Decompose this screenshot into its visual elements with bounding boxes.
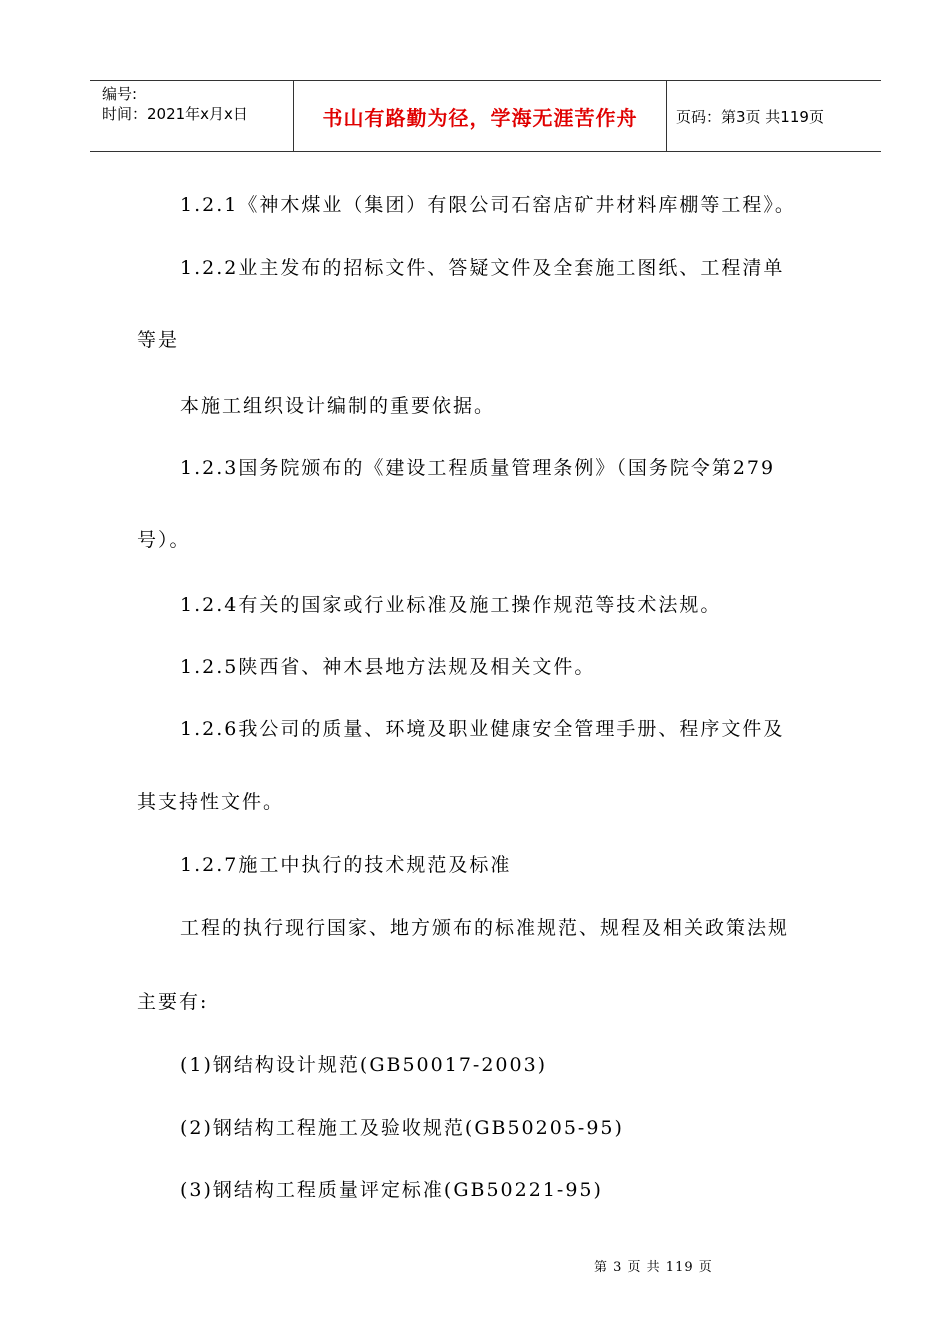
header-motto-cell xyxy=(293,81,667,151)
page-header xyxy=(90,80,881,152)
body-line: 1.2.2业主发布的招标文件、答疑文件及全套施工图纸、工程清单 xyxy=(180,257,785,279)
body-line: 等是 xyxy=(137,329,180,351)
body-line: 1.2.1《神木煤业（集团）有限公司石窑店矿井材料库棚等工程》。 xyxy=(180,194,796,216)
header-meta xyxy=(90,81,293,151)
body-line: 1.2.7施工中执行的技术规范及标准 xyxy=(180,854,512,876)
body-line: 1.2.5陕西省、神木县地方法规及相关文件。 xyxy=(180,656,596,678)
header-page-cell xyxy=(666,81,881,151)
header-number-label: 编号: xyxy=(102,85,138,103)
header-date-label: 时间：2021年x月x日 xyxy=(102,105,248,123)
body-line: (2)钢结构工程施工及验收规范(GB50205-95) xyxy=(180,1117,624,1139)
header-motto: 书山有路勤为径，学海无涯苦作舟 xyxy=(322,105,638,130)
body-line: 号）。 xyxy=(137,529,191,551)
body-line: 1.2.6我公司的质量、环境及职业健康安全管理手册、程序文件及 xyxy=(180,718,785,740)
body-line: 1.2.4有关的国家或行业标准及施工操作规范等技术法规。 xyxy=(180,594,722,616)
body-line: (3)钢结构工程质量评定标准(GB50221-95) xyxy=(180,1179,603,1201)
body-line: 工程的执行现行国家、地方颁布的标准规范、规程及相关政策法规 xyxy=(180,917,790,939)
page-footer: 第 3 页 共 119 页 xyxy=(594,1260,713,1275)
body-line: 主要有: xyxy=(137,991,209,1013)
body-line: 1.2.3国务院颁布的《建设工程质量管理条例》（国务院令第279 xyxy=(180,457,776,479)
body-line: 其支持性文件。 xyxy=(137,791,285,813)
header-page-label: 页码：第3页 共119页 xyxy=(676,107,824,126)
body-line: (1)钢结构设计规范(GB50017-2003) xyxy=(180,1054,548,1076)
body-line: 本施工组织设计编制的重要依据。 xyxy=(180,395,496,417)
